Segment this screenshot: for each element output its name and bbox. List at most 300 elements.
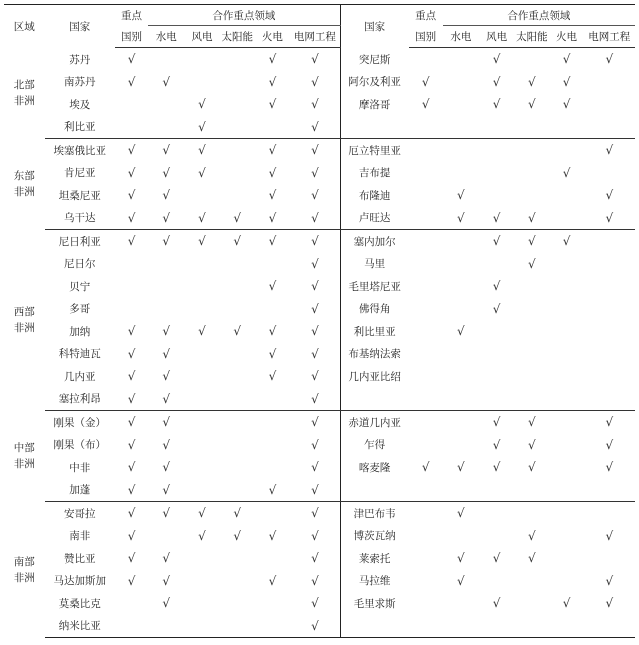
wind-mark-right: √: [492, 74, 501, 89]
solar-mark-right: [514, 592, 549, 615]
thermal-mark-left: √: [268, 97, 277, 112]
country-name-right: [340, 116, 408, 139]
country-name-left: 塞拉利昂: [45, 388, 115, 411]
key-country-mark-right: [409, 525, 443, 548]
table-row: [4, 275, 635, 298]
country-name-left: 几内亚: [64, 370, 96, 383]
hydro-mark-right: [443, 93, 479, 116]
solar-mark-right: [514, 570, 549, 593]
wind-mark-right: √: [492, 551, 501, 566]
hydro-mark-right: [443, 411, 479, 434]
country-name-right: 布隆迪: [358, 189, 391, 202]
thermal-mark-right: [549, 502, 583, 525]
field-header-solar-right: 太阳能: [514, 26, 549, 48]
country-name-left: 马达加斯加: [53, 575, 107, 588]
wind-mark-right: √: [492, 437, 501, 452]
country-name-left: 利比亚: [45, 116, 115, 139]
hydro-mark-right: [443, 253, 479, 276]
field-header-wind-right: 风电: [479, 26, 514, 48]
hydro-mark-left: [148, 525, 184, 548]
field-header-thermal-right: 火电: [549, 26, 583, 48]
wind-mark-left: √: [198, 528, 206, 543]
thermal-mark-left: √: [268, 165, 277, 180]
solar-mark-left: [220, 570, 255, 593]
hydro-mark-right: [443, 48, 479, 71]
thermal-mark-right: [549, 525, 583, 548]
country-name-left: 加纳: [69, 325, 91, 338]
country-name-right: 卢旺达: [340, 207, 408, 230]
grid-mark-left: √: [290, 411, 340, 434]
region-cell: [4, 48, 45, 139]
country-name-right: [340, 388, 408, 411]
grid-mark-right: [584, 547, 635, 570]
hydro-mark-left: √: [162, 596, 171, 611]
grid-mark-right: [584, 502, 635, 525]
thermal-mark-right: [549, 365, 583, 388]
thermal-mark-left: √: [268, 234, 277, 249]
wind-mark-right: [479, 479, 514, 502]
thermal-mark-right: √: [562, 234, 571, 249]
country-name-left: 贝宁: [69, 280, 91, 293]
country-name-left: 乌干达: [45, 207, 115, 230]
thermal-mark-right: [549, 547, 583, 570]
country-name-right: 摩洛哥: [358, 98, 391, 111]
key-country-mark-right: [409, 615, 443, 638]
solar-mark-right: [514, 48, 549, 71]
thermal-mark-left: √: [268, 346, 277, 361]
grid-mark-right: [584, 298, 635, 321]
country-name-right: 博茨瓦纳: [353, 530, 396, 543]
hydro-mark-right: √: [457, 506, 465, 521]
table-row: [4, 388, 635, 411]
field-header-thermal-left: 火电: [255, 26, 290, 48]
country-name-left: 赞比亚: [64, 552, 96, 565]
hydro-mark-left: √: [162, 346, 171, 361]
key-country-mark-right: √: [421, 460, 430, 475]
region-name-line2: 非洲: [13, 322, 35, 334]
hydro-mark-right: [443, 139, 479, 162]
hydro-mark-right: [443, 479, 479, 502]
solar-mark-right: √: [528, 551, 536, 566]
solar-mark-left: [220, 547, 255, 570]
wind-mark-right: [479, 184, 514, 207]
region-header: 区域: [13, 20, 35, 33]
grid-mark-left: √: [290, 184, 340, 207]
solar-mark-right: [514, 184, 549, 207]
grid-mark-right: [584, 615, 635, 638]
hydro-mark-left: [148, 253, 184, 276]
key-country-mark-right: [409, 298, 443, 321]
solar-mark-right: [514, 365, 549, 388]
wind-mark-left: [184, 547, 219, 570]
hydro-mark-left: [148, 298, 184, 321]
key-country-mark-left: √: [127, 551, 136, 566]
grid-mark-right: √: [605, 52, 614, 67]
solar-mark-right: [514, 116, 549, 139]
field-header-hydro-left: 水电: [148, 26, 184, 48]
region-cell: [4, 502, 45, 638]
key-country-mark-right: [409, 547, 443, 570]
solar-mark-left: √: [233, 324, 242, 339]
hydro-mark-right: √: [457, 324, 465, 339]
hydro-mark-right: [443, 525, 479, 548]
country-header-right: 国家: [364, 20, 386, 33]
table-row: [4, 93, 635, 116]
table-row: [4, 411, 635, 434]
table-row: [4, 139, 635, 162]
country-name-left: 埃塞俄比亚: [53, 144, 107, 157]
region-name-line2: 非洲: [13, 458, 35, 470]
key-country-mark-right: [409, 570, 443, 593]
solar-mark-left: [220, 48, 255, 71]
key-country-mark-right: [409, 320, 443, 343]
hydro-mark-right: [443, 275, 479, 298]
grid-mark-left: √: [290, 434, 340, 457]
solar-mark-right: [514, 502, 549, 525]
field-header-grid-left: 电网工程: [290, 26, 340, 48]
thermal-mark-left: [255, 434, 290, 457]
country-name-right: 莱索托: [358, 552, 391, 565]
hydro-mark-left: √: [162, 74, 171, 89]
region-name-line1: 南部: [13, 555, 35, 568]
thermal-mark-left: [255, 298, 290, 321]
solar-mark-right: √: [528, 74, 536, 89]
country-name-right: 利比里亚: [353, 325, 396, 338]
grid-mark-left: √: [290, 207, 340, 230]
key-country-mark-right: [409, 434, 443, 457]
wind-mark-right: [479, 365, 514, 388]
thermal-mark-right: [549, 184, 583, 207]
key-country-mark-right: [409, 162, 443, 185]
solar-mark-left: [220, 365, 255, 388]
hydro-mark-left: √: [148, 388, 184, 411]
thermal-mark-right: √: [562, 52, 571, 67]
wind-mark-left: √: [198, 97, 206, 112]
country-name-left: 中非: [69, 461, 91, 474]
grid-mark-right: [584, 253, 635, 276]
thermal-mark-right: √: [562, 74, 571, 89]
grid-mark-left: √: [290, 139, 340, 162]
grid-mark-right: [584, 275, 635, 298]
key-country-mark-left: [115, 116, 148, 139]
region-name-line2: 非洲: [13, 95, 35, 107]
key-country-mark-right: √: [421, 74, 430, 89]
solar-mark-right: √: [528, 437, 536, 452]
wind-mark-right: [479, 525, 514, 548]
country-name-left: 南非: [69, 530, 91, 543]
thermal-mark-right: √: [562, 165, 571, 180]
thermal-mark-right: [549, 116, 583, 139]
hydro-mark-left: √: [162, 165, 171, 180]
solar-mark-right: [514, 388, 549, 411]
hydro-mark-right: [443, 230, 479, 253]
grid-mark-left: √: [290, 116, 340, 139]
key-country-mark-left: √: [127, 324, 136, 339]
hydro-mark-left: √: [162, 143, 171, 158]
wind-mark-right: [479, 615, 514, 638]
grid-mark-left: √: [290, 275, 340, 298]
key-country-mark-left: √: [127, 415, 136, 430]
country-name-left: 尼日尔: [64, 258, 96, 271]
hydro-mark-left: [148, 48, 184, 71]
key-country-mark-right: [409, 343, 443, 366]
grid-mark-right: [584, 71, 635, 94]
hydro-mark-left: √: [162, 437, 171, 452]
grid-mark-right: [584, 479, 635, 502]
table-row: [4, 592, 635, 615]
field-header-solar-left: 太阳能: [220, 26, 255, 48]
hydro-mark-right: [443, 71, 479, 94]
country-name-right: 马里: [364, 258, 386, 271]
country-name-left: 南苏丹: [64, 76, 96, 89]
field-header-hydro-right: 水电: [443, 26, 479, 48]
country-header-left: 国家: [69, 20, 91, 33]
thermal-mark-right: [549, 320, 583, 343]
grid-mark-right: √: [584, 207, 635, 230]
key-country-mark-left: √: [127, 234, 136, 249]
country-name-right: 赤道几内亚: [348, 416, 401, 429]
region-name-line1: 中部: [13, 442, 35, 454]
table-row: [4, 162, 635, 185]
table-row: [4, 547, 635, 570]
key-country-mark-left: √: [115, 479, 148, 502]
table-row: [4, 253, 635, 276]
wind-mark-left: [184, 479, 219, 502]
thermal-mark-left: √: [268, 143, 277, 158]
solar-mark-left: [220, 116, 255, 139]
field-header-wind-left: 风电: [184, 26, 219, 48]
wind-mark-right: [479, 320, 514, 343]
coop-fields-header-left: 合作重点领域: [148, 5, 340, 26]
thermal-mark-left: √: [268, 52, 277, 67]
grid-mark-right: √: [605, 573, 614, 588]
solar-mark-left: [220, 592, 255, 615]
region-name-line2: 非洲: [13, 186, 35, 198]
wind-mark-left: [184, 253, 219, 276]
country-name-right: 塞内加尔: [353, 235, 396, 248]
solar-mark-right: √: [528, 460, 536, 475]
thermal-mark-left: [255, 502, 290, 525]
country-name-left: 科特迪瓦: [58, 348, 101, 361]
thermal-mark-right: √: [562, 596, 571, 611]
country-name-left: 苏丹: [69, 53, 91, 66]
region-cell: [4, 139, 45, 230]
hydro-mark-left: √: [162, 551, 171, 566]
grid-mark-right: [584, 116, 635, 139]
key-country-mark-right: [409, 388, 443, 411]
table-row: [4, 434, 635, 457]
table-row: [4, 479, 635, 502]
table-row: [4, 456, 635, 479]
wind-mark-right: √: [492, 301, 501, 316]
country-name-right: 突尼斯: [358, 53, 391, 66]
country-name-left: 纳米比亚: [45, 615, 115, 638]
hydro-mark-left: [148, 275, 184, 298]
grid-mark-left: √: [290, 547, 340, 570]
hydro-mark-right: [443, 162, 479, 185]
wind-mark-left: √: [198, 143, 206, 158]
wind-mark-right: [479, 116, 514, 139]
key-country-mark-left: √: [127, 460, 136, 475]
country-name-left: 莫桑比克: [58, 597, 101, 610]
country-name-right: 毛里塔尼亚: [348, 280, 401, 293]
solar-mark-left: [220, 388, 255, 411]
country-name-right: [340, 615, 408, 638]
key-country-header-left-bottom: 国别: [115, 26, 148, 48]
grid-mark-left: √: [290, 388, 340, 411]
wind-mark-left: [184, 570, 219, 593]
wind-mark-right: √: [492, 279, 501, 294]
solar-mark-left: [220, 93, 255, 116]
solar-mark-right: [514, 162, 549, 185]
key-country-header-right-bottom: 国别: [409, 26, 443, 48]
wind-mark-left: [184, 434, 219, 457]
wind-mark-right: [479, 343, 514, 366]
wind-mark-left: √: [198, 234, 206, 249]
grid-mark-right: [584, 365, 635, 388]
grid-mark-left: √: [290, 93, 340, 116]
grid-mark-right: [584, 93, 635, 116]
wind-mark-left: [184, 365, 219, 388]
wind-mark-left: [184, 456, 219, 479]
table-row: [4, 525, 635, 548]
key-country-mark-right: [409, 184, 443, 207]
country-name-right: 津巴布韦: [353, 507, 396, 520]
country-name-left: 尼日利亚: [58, 235, 101, 248]
wind-mark-left: √: [198, 324, 206, 339]
grid-mark-left: √: [290, 343, 340, 366]
thermal-mark-right: [549, 570, 583, 593]
grid-mark-right: √: [605, 596, 614, 611]
wind-mark-right: √: [492, 234, 501, 249]
key-country-mark-left: [115, 615, 148, 638]
country-name-right: 毛里求斯: [353, 597, 396, 610]
solar-mark-left: [220, 253, 255, 276]
thermal-mark-left: [255, 615, 290, 638]
solar-mark-right: √: [528, 234, 536, 249]
key-country-header-right-top: 重点: [415, 9, 437, 22]
solar-mark-left: [220, 298, 255, 321]
key-country-mark-right: [409, 116, 443, 139]
hydro-mark-left: √: [162, 506, 171, 521]
grid-mark-right: √: [605, 415, 614, 430]
thermal-mark-left: [255, 411, 290, 434]
solar-mark-right: √: [528, 528, 536, 543]
table-row: [4, 298, 635, 321]
wind-mark-right: √: [492, 415, 501, 430]
wind-mark-left: [184, 275, 219, 298]
country-name-right: 马拉维: [358, 575, 391, 588]
hydro-mark-right: [443, 116, 479, 139]
key-country-mark-right: [409, 230, 443, 253]
thermal-mark-right: [549, 411, 583, 434]
grid-mark-left: √: [290, 298, 340, 321]
hydro-mark-right: √: [457, 551, 465, 566]
country-name-left: 坦桑尼亚: [58, 189, 101, 202]
hydro-mark-left: √: [162, 573, 171, 588]
key-country-mark-right: [409, 502, 443, 525]
key-country-mark-right: [409, 365, 443, 388]
solar-mark-left: [220, 139, 255, 162]
wind-mark-right: [479, 570, 514, 593]
hydro-mark-left: √: [162, 324, 171, 339]
africa-cooperation-table-page: [0, 4, 639, 645]
key-country-mark-right: [409, 592, 443, 615]
thermal-mark-right: √: [562, 97, 571, 112]
hydro-mark-right: [443, 365, 479, 388]
wind-mark-right: [479, 388, 514, 411]
wind-mark-left: √: [184, 116, 219, 139]
solar-mark-left: √: [233, 506, 242, 521]
hydro-mark-left: √: [148, 207, 184, 230]
solar-mark-left: [220, 184, 255, 207]
key-country-mark-left: √: [127, 74, 136, 89]
hydro-mark-left: √: [162, 369, 171, 384]
cooperation-table: [4, 4, 635, 638]
thermal-mark-right: [549, 343, 583, 366]
solar-mark-right: [514, 479, 549, 502]
key-country-mark-left: √: [115, 388, 148, 411]
key-country-mark-left: [115, 93, 148, 116]
grid-mark-left: √: [290, 615, 340, 638]
solar-mark-right: [514, 298, 549, 321]
key-country-mark-left: √: [115, 207, 148, 230]
wind-mark-right: [479, 253, 514, 276]
grid-mark-left: √: [290, 320, 340, 343]
wind-mark-right: √: [492, 460, 501, 475]
grid-mark-left: √: [290, 592, 340, 615]
country-name-right: [340, 479, 408, 502]
solar-mark-right: [514, 139, 549, 162]
table-row: [4, 570, 635, 593]
country-name-left: 多哥: [69, 303, 91, 316]
country-name-right: 阿尔及利亚: [348, 76, 401, 89]
grid-mark-right: √: [605, 528, 614, 543]
thermal-mark-left: √: [268, 188, 277, 203]
key-country-mark-left: √: [127, 188, 136, 203]
grid-mark-right: [584, 343, 635, 366]
solar-mark-left: [220, 162, 255, 185]
key-country-mark-left: √: [127, 165, 136, 180]
solar-mark-left: √: [233, 528, 242, 543]
key-country-mark-right: [409, 139, 443, 162]
key-country-mark-right: [409, 48, 443, 71]
wind-mark-left: [184, 298, 219, 321]
grid-mark-left: √: [290, 48, 340, 71]
grid-mark-left: √: [290, 456, 340, 479]
country-name-left: 肯尼亚: [64, 167, 96, 180]
wind-mark-right: √: [479, 207, 514, 230]
wind-mark-left: [184, 343, 219, 366]
region-cell: [4, 230, 45, 411]
grid-mark-left: √: [290, 570, 340, 593]
key-country-mark-right: [409, 479, 443, 502]
region-name-line2: 非洲: [13, 571, 35, 584]
key-country-mark-left: [115, 298, 148, 321]
wind-mark-left: [184, 411, 219, 434]
grid-mark-left: √: [290, 253, 340, 276]
thermal-mark-right: [549, 139, 583, 162]
wind-mark-right: √: [492, 97, 501, 112]
country-name-left: 刚果（金）: [53, 416, 107, 429]
key-country-mark-left: √: [127, 143, 136, 158]
country-name-right: 吉布提: [358, 167, 391, 180]
wind-mark-left: √: [198, 506, 206, 521]
thermal-mark-left: [255, 456, 290, 479]
thermal-mark-right: [549, 615, 583, 638]
key-country-mark-left: √: [127, 369, 136, 384]
hydro-mark-left: √: [148, 479, 184, 502]
